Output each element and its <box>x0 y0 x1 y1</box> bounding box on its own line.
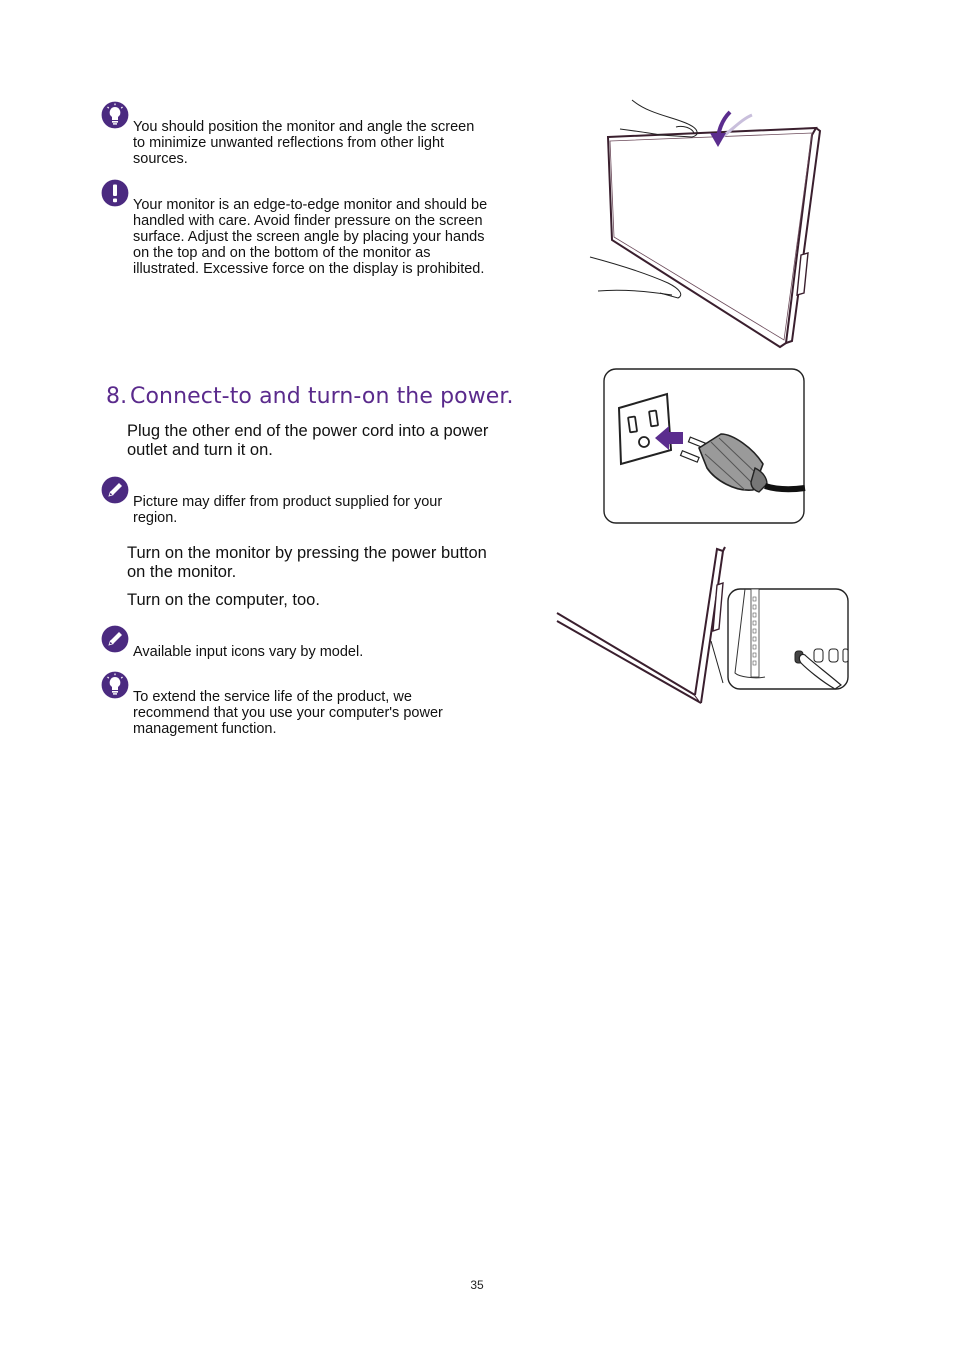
step-title: Connect-to and turn-on the power. <box>130 384 514 409</box>
page-number: 35 <box>470 1278 484 1292</box>
exclamation-icon <box>100 178 130 208</box>
lightbulb-icon <box>100 670 130 700</box>
monitor-power-button-illustration <box>555 545 855 710</box>
computer-power-instruction: Turn on the computer, too. <box>127 591 320 609</box>
lightbulb-icon <box>100 100 130 130</box>
step-heading <box>106 384 514 409</box>
pencil-icon <box>100 624 130 654</box>
plug-instruction: Plug the other end of the power cord into a power outlet and turn it on. <box>127 422 489 459</box>
warning-edge-text: Your monitor is an edge-to-edge monitor and should be handled with care. Avoid finder pressure on the screen surface. Adjust the screen angle by placing your hands on the top and on the bottom of the monitor as illustrated. Excessive force on the display is prohibited. <box>133 197 488 277</box>
monitor-power-instruction: Turn on the monitor by pressing the power button on the monitor. <box>127 544 487 581</box>
note-picture-text: Picture may differ from product supplied for your region. <box>133 494 443 526</box>
tip-reflections-text: You should position the monitor and angle the screen to minimize unwanted reflections from other light sources. <box>133 119 475 167</box>
monitor-tilt-illustration <box>580 95 830 355</box>
step-number: 8. <box>106 384 128 409</box>
power-outlet-illustration <box>603 368 806 526</box>
pencil-icon <box>100 475 130 505</box>
note-input-icons-text: Available input icons vary by model. <box>133 644 364 660</box>
tip-service-life-text: To extend the service life of the product, we recommend that you use your computer's power management function. <box>133 689 443 737</box>
